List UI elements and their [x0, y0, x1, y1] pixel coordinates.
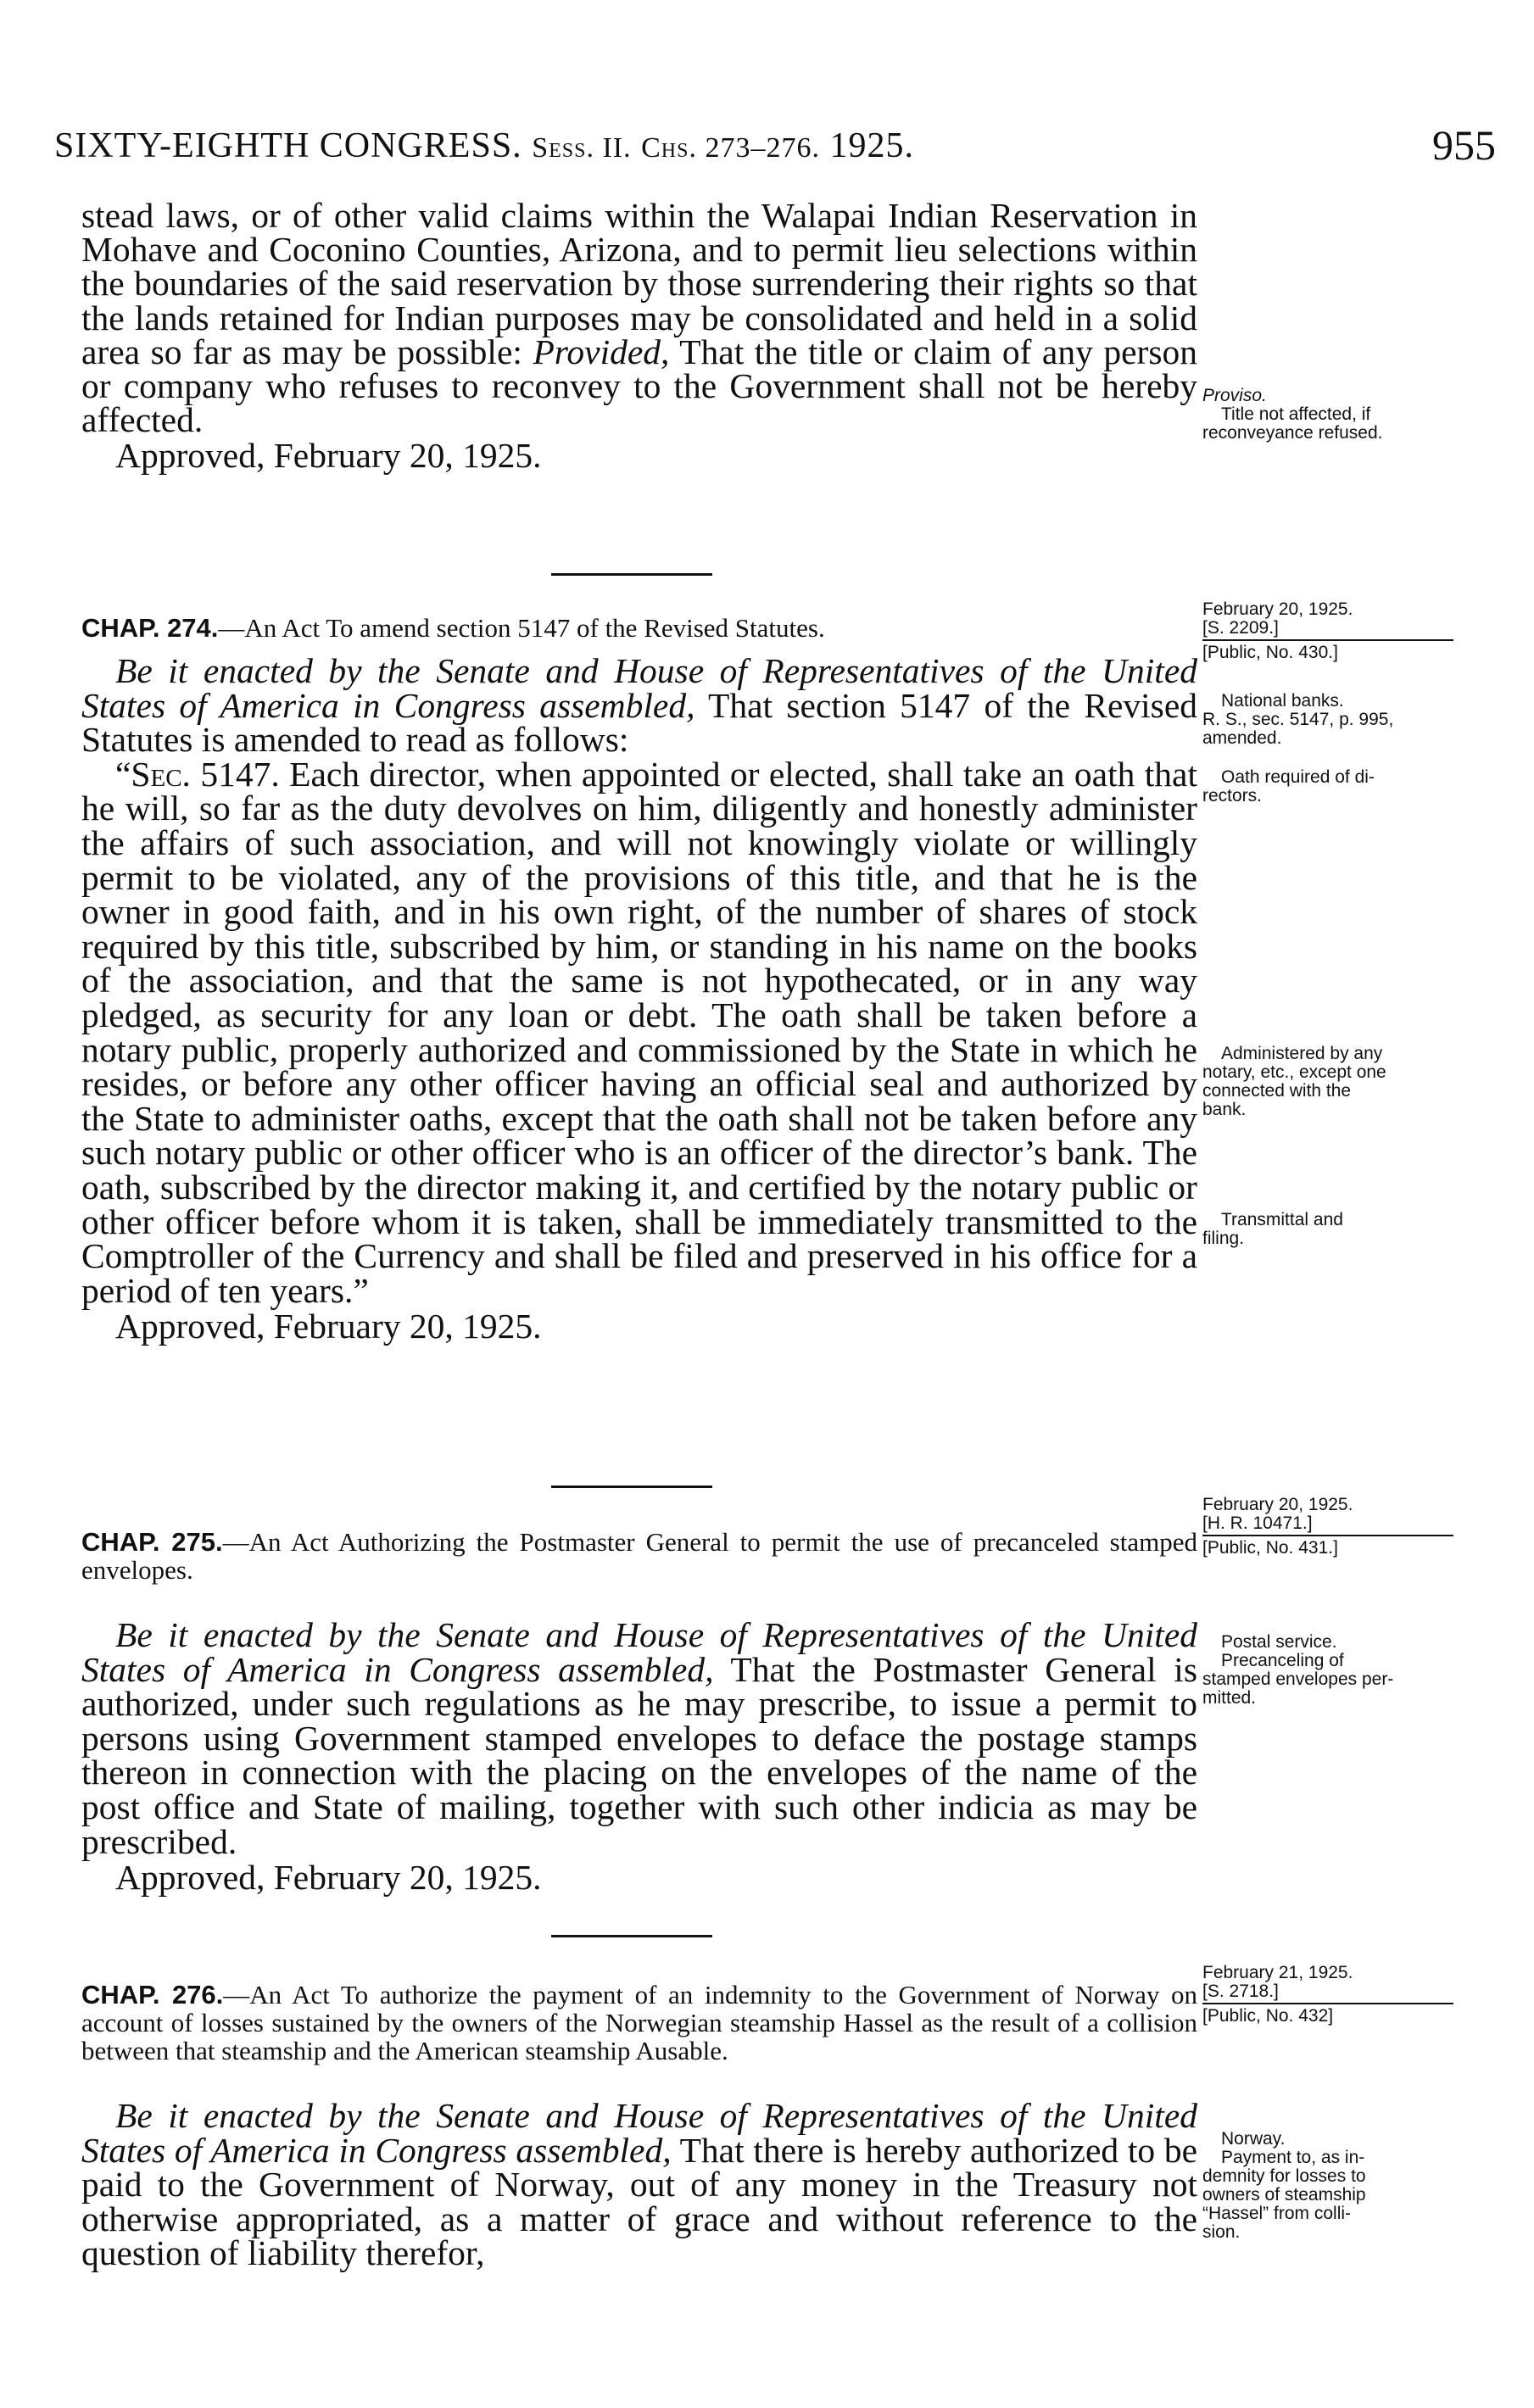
ch276-heading: [81, 1981, 1197, 2065]
ch274-margin-administered: [1202, 1045, 1457, 1119]
section-divider-2: [551, 1485, 712, 1488]
ch274-public-law: [Public, No. 430.]: [1202, 639, 1453, 662]
chapter-276: [81, 1981, 1197, 2271]
ch274-margin-national-banks: [1202, 692, 1457, 748]
ch274-bill: [S. 2209.]: [1202, 618, 1279, 638]
ch274-section-label: Sec. 5147.: [131, 754, 280, 794]
ch274-note3-line-2: notary, etc., except one: [1202, 1062, 1386, 1082]
ch275-margin-postal: [1202, 1633, 1457, 1708]
ch276-note-line-3: demnity for losses to: [1202, 2166, 1366, 2186]
ch276-bill: [S. 2718.]: [1202, 1982, 1279, 2001]
ch275-bill: [H. R. 10471.]: [1202, 1513, 1313, 1533]
ch274-margin-header: [1202, 600, 1453, 662]
page-number: 955: [1432, 121, 1496, 169]
ch273-margin-line-1: Title not affected, if: [1221, 404, 1371, 424]
ch276-enact-rest: That there is hereby authorized to be paid to the Government of Norway, out of any money in the Treasury not otherwise appropriated, as a matter of grace and without reference to the question of liability therefor,: [81, 2130, 1197, 2273]
ch276-note-line-2: Payment to, as in-: [1221, 2148, 1365, 2167]
ch275-note-line-2: Precanceling of: [1221, 1651, 1344, 1670]
section-divider-1: [551, 573, 712, 576]
chapter-273-continuation: [81, 198, 1197, 474]
ch276-note-line-5: “Hassel” from colli-: [1202, 2204, 1352, 2223]
header-congress: SIXTY-EIGHTH CONGRESS.: [54, 126, 522, 165]
ch276-public-law: [Public, No. 432]: [1202, 2003, 1453, 2026]
ch276-enacting-clause: [81, 2096, 1197, 2273]
ch273-provided: Provided,: [533, 332, 670, 371]
ch274-enacting-clause: [81, 651, 1197, 760]
ch274-note4-line-1: Transmittal and: [1221, 1210, 1343, 1229]
ch274-note1-line-3: amended.: [1202, 728, 1282, 748]
ch275-public-law: [Public, No. 431.]: [1202, 1535, 1453, 1558]
ch274-note2-line-2: rectors.: [1202, 786, 1263, 805]
ch276-note-line-1: Norway.: [1221, 2129, 1286, 2149]
ch273-proviso-text: That the title or claim of any person or company who refuses to reconvey to the Government shall not be hereby affected.: [81, 332, 1198, 440]
ch275-enact-italic: Be it enacted by the Senate and House of Representatives of the United States of America in Congress assembled,: [81, 1615, 1197, 1689]
ch275-enacting-clause: [81, 1615, 1197, 1861]
ch274-title: —An Act To amend section 5147 of the Revised Statutes.: [218, 613, 825, 643]
ch274-approved: Approved, February 20, 1925.: [115, 1307, 542, 1346]
ch274-note3-line-1: Administered by any: [1221, 1044, 1383, 1063]
header-session: Sess. II.: [532, 132, 632, 164]
ch274-note4-line-2: filing.: [1202, 1229, 1245, 1248]
ch273-approved: Approved, February 20, 1925.: [115, 436, 542, 476]
ch274-margin-transmittal: [1202, 1211, 1457, 1248]
ch274-note1-line-1: National banks.: [1221, 691, 1344, 711]
chapter-274: [81, 614, 1197, 1345]
header-year: 1925.: [829, 126, 914, 165]
ch276-enact-italic: Be it enacted by the Senate and House of Representatives of the United States of America in Congress assembled,: [81, 2096, 1197, 2170]
ch273-text: [81, 196, 1198, 440]
ch273-margin-proviso: Proviso.: [1202, 386, 1267, 405]
ch274-date: February 20, 1925.: [1202, 599, 1353, 619]
header-chapters: Chs. 273–276.: [641, 132, 820, 164]
ch274-note1-line-2: R. S., sec. 5147, p. 995,: [1202, 710, 1394, 729]
ch274-note3-line-4: bank.: [1202, 1100, 1247, 1119]
ch275-date: February 20, 1925.: [1202, 1495, 1353, 1514]
ch274-open-quote: “: [115, 754, 131, 794]
ch274-label: CHAP. 274.: [81, 613, 219, 643]
ch274-section-5147: [81, 754, 1197, 1310]
ch274-heading: [81, 614, 1197, 642]
ch274-enact-italic: Be it enacted by the Senate and House of Representatives of the United States of America in Congress assembled,: [81, 651, 1197, 725]
ch274-section-text: Each director, when appointed or elected, shall take an oath that he will, so far as the duty devolves on him, diligently and honestly administer the affairs of such association, and will not knowingly violate or willingly permit to be violated, any of the provisions of this title, and that he is the owner in good faith, and in his own right, of the number of shares of stock required by this title, subscribed by him, or standing in his name on the books of the association, and that the same is not hypothecated, or in any way pledged, as security for any loan or debt. The oath shall be taken before a notary public, properly authorized and commissioned by the State in which he resides, or before any other officer having an official seal and authorized by the State to administer oaths, except that the oath shall not be taken before any such notary public or other officer who is an officer of the director’s bank. The oath, subscribed by the director making it, and certified by the notary public or other officer before whom it is taken, shall be immediately transmitted to the Comptroller of the Currency and shall be filed and preserved in his office for a period of ten years.”: [81, 754, 1197, 1310]
ch275-note-line-4: mitted.: [1202, 1688, 1257, 1708]
ch273-continuation: stead laws, or of other valid claims within the Walapai Indian Reservation in Mohave and Coconino Counties, Arizona, and to permit lieu selections within the boundaries of the said reservation by those surrendering their rights so that the lands retained for Indian purposes may be consolidated and held in a solid area so far as may be possible:: [81, 196, 1197, 371]
ch274-note3-line-3: connected with the: [1202, 1081, 1352, 1101]
ch276-date: February 21, 1925.: [1202, 1963, 1353, 1982]
ch276-margin-norway: [1202, 2130, 1457, 2242]
ch275-enact-rest: That the Postmaster General is authorized, under such regulations as he may prescribe, to issue a permit to persons using Government stamped envelopes to deface the postage stamps thereon in connection with the placing on the envelopes of the name of the post office and State of mailing, together with such other indicia as may be prescribed.: [81, 1649, 1197, 1861]
ch275-note-line-1: Postal service.: [1221, 1632, 1337, 1652]
ch275-approved: Approved, February 20, 1925.: [115, 1858, 542, 1898]
header-citation: [54, 125, 914, 166]
ch274-note2-line-1: Oath required of di-: [1221, 767, 1375, 787]
ch275-title: —An Act Authorizing the Postmaster General to permit the use of precanceled stamped envelopes.: [81, 1527, 1197, 1585]
ch275-note-line-3: stamped envelopes per-: [1202, 1669, 1394, 1689]
ch274-margin-oath: [1202, 768, 1457, 805]
ch276-margin-header: [1202, 1964, 1453, 2026]
chapter-275: [81, 1528, 1197, 1896]
ch276-note-line-6: sion.: [1202, 2222, 1241, 2242]
running-header: [54, 121, 1496, 176]
ch276-label: CHAP. 276.: [81, 1980, 224, 2009]
section-divider-3: [551, 1935, 712, 1937]
ch274-enact-rest: That section 5147 of the Revised Statutes is amended to read as follows:: [81, 685, 1197, 760]
ch273-margin-note: [1202, 387, 1457, 443]
ch276-title: —An Act To authorize the payment of an indemnity to the Government of Norway on account of losses sustained by the owners of the Norwegian steamship Hassel as the result of a collision between that steamship and the American steamship Ausable.: [81, 1980, 1197, 2065]
ch275-label: CHAP. 275.: [81, 1527, 223, 1557]
ch276-note-line-4: owners of steamship: [1202, 2185, 1366, 2205]
ch275-margin-header: [1202, 1496, 1453, 1558]
ch275-heading: [81, 1528, 1197, 1584]
ch273-margin-line-2: reconveyance refused.: [1202, 423, 1383, 443]
